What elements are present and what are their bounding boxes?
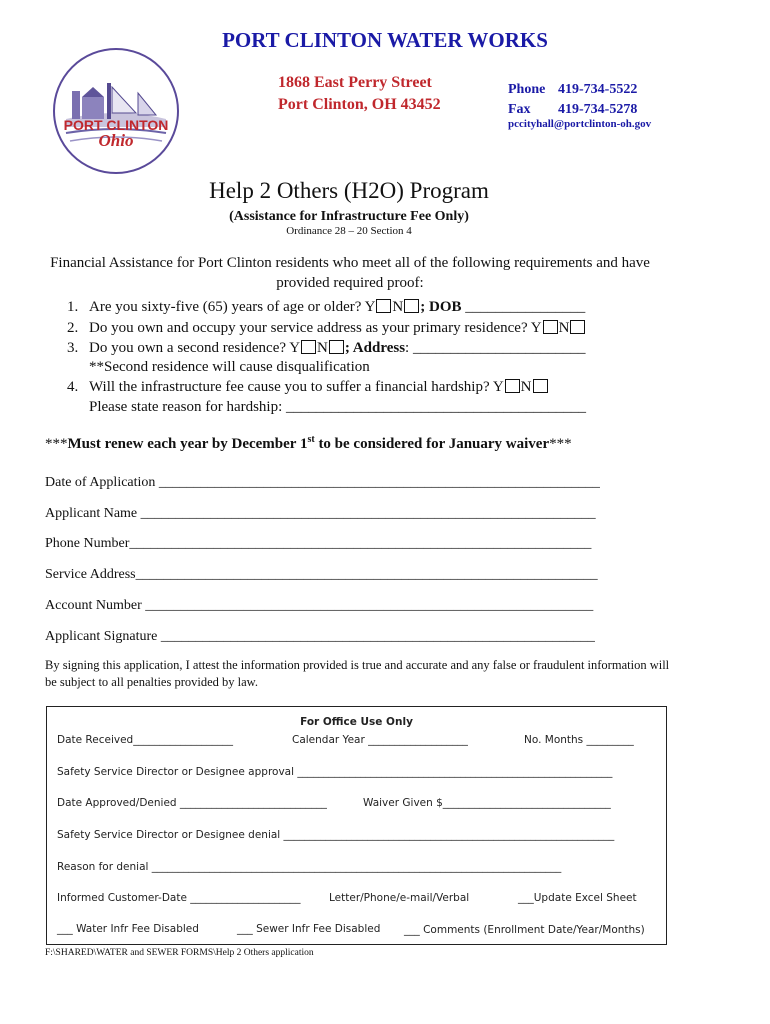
question-1: 1. Are you sixty-five (65) years of age or older? Y N ; DOB ________________ — [67, 299, 586, 315]
question-4: 4. Will the infrastructure fee cause you to suffer a financial hardship? Y N — [67, 379, 549, 396]
informed-customer-date-field[interactable]: Informed Customer-Date _____________________ — [57, 892, 301, 904]
org-name: PORT CLINTON WATER WORKS — [222, 28, 548, 52]
office-use-box — [46, 706, 667, 945]
fax-number: 419-734-5278 — [558, 102, 638, 117]
account-number-field[interactable]: Account Number ________________________________________________________________ — [45, 598, 594, 613]
page-title: Help 2 Others (H2O) Program — [209, 178, 489, 203]
attestation-text: By signing this application, I attest the information provided is true and accurate and any false or fraudulent information will be subject to all penalties provided by law. — [45, 658, 670, 689]
q1-yes-checkbox[interactable] — [376, 299, 391, 313]
office-use-heading: For Office Use Only — [300, 716, 413, 728]
address-line-1: 1868 East Perry Street — [278, 74, 432, 91]
comments-field[interactable]: ___ Comments (Enrollment Date/Year/Months) — [404, 924, 645, 936]
update-excel-field[interactable]: ___Update Excel Sheet — [518, 892, 637, 904]
contact-block — [508, 80, 637, 120]
hardship-reason-field[interactable]: Please state reason for hardship: ________________________________________ — [89, 399, 587, 415]
file-path-footer: F:\SHARED\WATER and SEWER FORMS\Help 2 Others application — [45, 948, 314, 958]
question-3: 3. Do you own a second residence? Y N ; Address: _______________________ — [67, 340, 586, 356]
service-address-field[interactable]: Service Address__________________________________________________________________ — [45, 567, 598, 582]
phone-number: 419-734-5522 — [558, 82, 638, 97]
q2-yes-checkbox[interactable] — [543, 320, 558, 334]
phone-label: Phone — [508, 82, 546, 97]
calendar-year-field[interactable]: Calendar Year ___________________ — [292, 734, 468, 746]
applicant-signature-field[interactable]: Applicant Signature ______________________________________________________________ — [45, 629, 595, 644]
date-of-application-field[interactable]: Date of Application _______________________________________________________________ — [45, 475, 600, 490]
port-clinton-seal-icon — [52, 47, 180, 175]
q1-no-checkbox[interactable] — [404, 299, 419, 313]
address-line-2: Port Clinton, OH 43452 — [278, 96, 441, 113]
question-2: 2. Do you own and occupy your service address as your primary residence? Y N — [67, 320, 586, 337]
address-block — [278, 72, 441, 116]
dob-field[interactable]: ________________ — [465, 299, 586, 315]
page-subtitle: (Assistance for Infrastructure Fee Only) — [229, 209, 469, 224]
date-received-field[interactable]: Date Received___________________ — [57, 734, 233, 746]
date-approved-field[interactable]: Date Approved/Denied ____________________________ — [57, 797, 327, 809]
contact-method-label: Letter/Phone/e-mail/Verbal — [329, 892, 470, 904]
intro-text: Financial Assistance for Port Clinton residents who meet all of the following requirements and have provided required proof: — [50, 255, 650, 291]
fax-label: Fax — [508, 102, 531, 117]
question-3-note: **Second residence will cause disqualification — [89, 359, 370, 375]
second-address-field[interactable]: : _______________________ — [405, 340, 586, 356]
phone-number-field[interactable]: Phone Number__________________________________________________________________ — [45, 536, 592, 551]
q3-no-checkbox[interactable] — [329, 340, 344, 354]
waiver-given-field[interactable]: Waiver Given $________________________________ — [363, 797, 611, 809]
water-fee-disabled-field[interactable]: ___ Water Infr Fee Disabled — [57, 923, 199, 935]
director-denial-field[interactable]: Safety Service Director or Designee denial _______________________________________________________________ — [57, 829, 615, 841]
logo-text-top: PORT CLINTON — [63, 117, 169, 133]
reason-denial-field[interactable]: Reason for denial ______________________________________________________________________________ — [57, 861, 562, 873]
q4-yes-checkbox[interactable] — [505, 379, 520, 393]
director-approval-field[interactable]: Safety Service Director or Designee approval ____________________________________________________________ — [57, 766, 613, 778]
renewal-notice: ***Must renew each year by December 1st to be considered for January waiver*** — [45, 434, 572, 452]
q3-yes-checkbox[interactable] — [301, 340, 316, 354]
logo-text-bottom: Ohio — [98, 131, 134, 150]
applicant-name-field[interactable]: Applicant Name _________________________________________________________________ — [45, 506, 596, 521]
no-months-field[interactable]: No. Months _________ — [524, 734, 634, 746]
sewer-fee-disabled-field[interactable]: ___ Sewer Infr Fee Disabled — [237, 923, 381, 935]
q4-no-checkbox[interactable] — [533, 379, 548, 393]
email-address[interactable]: pccityhall@portclinton-oh.gov — [508, 118, 652, 130]
ordinance-reference: Ordinance 28 – 20 Section 4 — [286, 225, 412, 237]
q2-no-checkbox[interactable] — [570, 320, 585, 334]
